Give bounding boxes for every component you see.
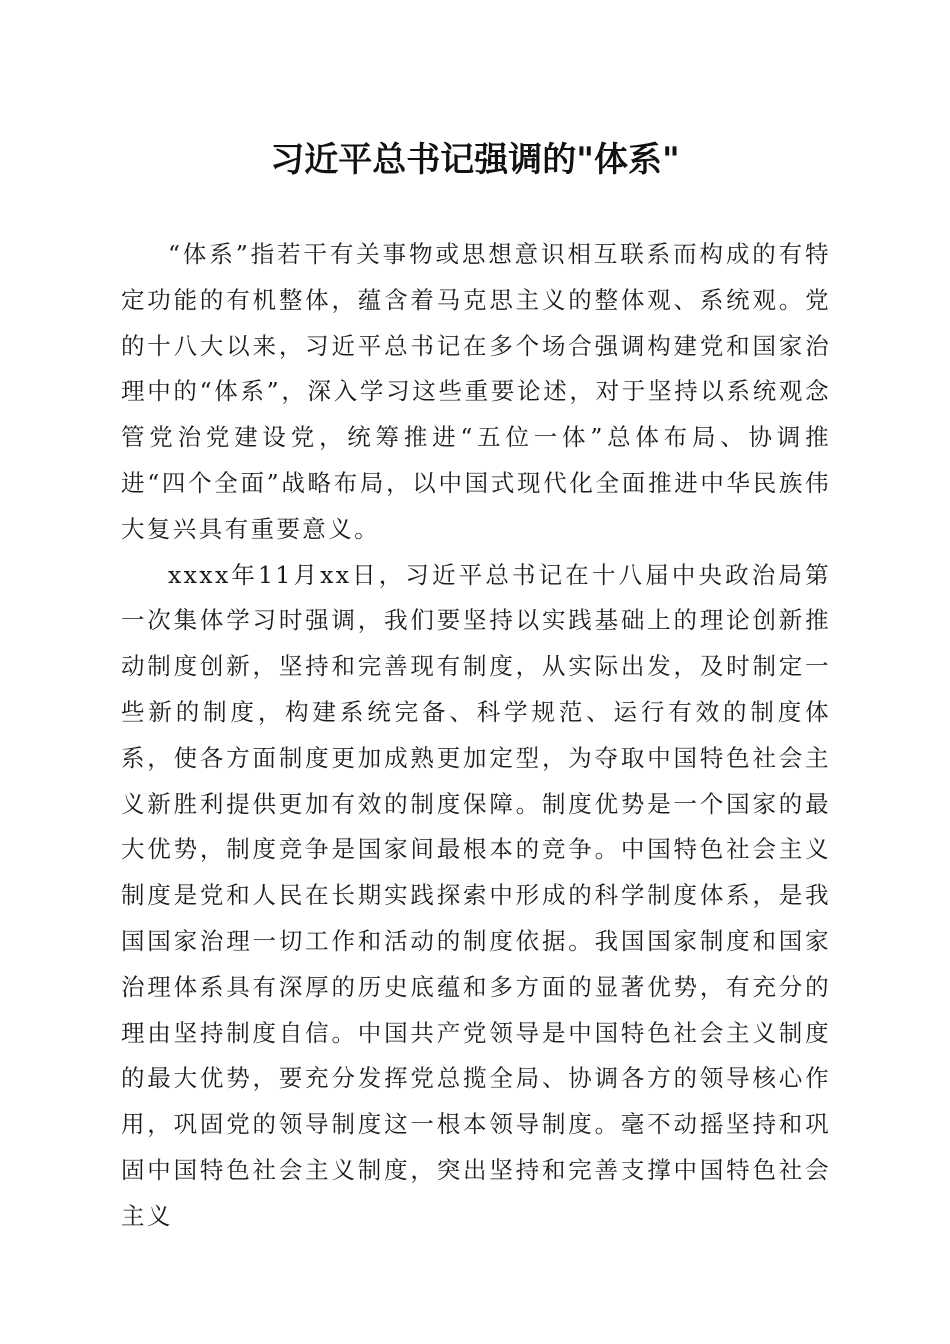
- paragraph-institutional-system: xxxx年11月xx日，习近平总书记在十八届中央政治局第一次集体学习时强调，我们要坚持以实践基础上的理论创新推动制度创新，坚持和完善现有制度，从实际出发，及时制定一些新的制度，构建系统完备、科学规范、运行有效的制度体系，使各方面制度更加成熟更加定型，为夺取中国特色社会主义新胜利提供更加有效的制度保障。制度优势是一个国家的最大优势，制度竞争是国家间最根本的竞争。中国特色社会主义制度是党和人民在长期实践探索中形成的科学制度体系，是我国国家治理一切工作和活动的制度依据。我国国家制度和国家治理体系具有深厚的历史底蕴和多方面的显著优势，有充分的理由坚持制度自信。中国共产党领导是中国特色社会主义制度的最大优势，要充分发挥党总揽全局、协调各方的领导核心作用，巩固党的领导制度这一根本领导制度。毫不动摇坚持和巩固中国特色社会主义制度，突出坚持和完善支撑中国特色社会主义: [121, 560, 831, 1230]
- document-title: 习近平总书记强调的"体系": [270, 140, 680, 180]
- document-body: [121, 232, 831, 1240]
- paragraph-intro: “体系”指若干有关事物或思想意识相互联系而构成的有特定功能的有机整体，蕴含着马克思主义的整体观、系统观。党的十八大以来，习近平总书记在多个场合强调构建党和国家治理中的“体系”，深入学习这些重要论述，对于坚持以系统观念管党治党建设党，统筹推进“五位一体”总体布局、协调推进“四个全面”战略布局，以中国式现代化全面推进中华民族伟大复兴具有重要意义。: [121, 240, 831, 543]
